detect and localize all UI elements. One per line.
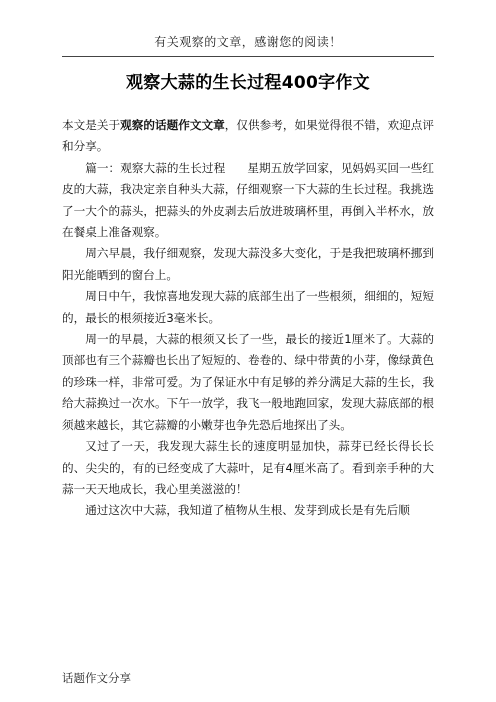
document-body: [62, 115, 434, 522]
body-paragraph-5: 通过这次中大蒜，我知道了植物从生根、发芽到成长是有先后顺: [85, 503, 410, 518]
body-paragraph-3: 周一的早晨，大蒜的根须又长了一些，最长的接近1厘米了。大蒜的顶部也有三个蒜瓣也长出了短短的、卷卷的、绿中带黄的小芽，像绿黄色的珍珠一样，非常可爱。为了保证水中有足够的养分满足大蒜的生长，我给大蒜换过一次水。下午一放学，我飞一般地跑回家，发现大蒜底部的根须越来越长，其它蒜瓣的小嫩芽也争先恐后地探出了头。: [62, 332, 434, 432]
intro-paragraph: [62, 115, 434, 158]
body-paragraph-4: 又过了一天，我发现大蒜生长的速度明显加快，蒜芽已经长得长长的、尖尖的，有的已经变成了大蒜叶，足有4厘米高了。看到亲手种的大蒜一天天地成长，我心里美滋滋的！: [62, 439, 434, 496]
article-first-paragraph: [62, 158, 434, 244]
intro-text-before: 本文是关于: [62, 118, 121, 132]
page-footer-text: 话题作文分享: [62, 671, 131, 685]
page-header-text: 有关观察的文章，感谢您的阅读！: [154, 35, 342, 49]
intro-topic-bold: 观察的话题作文文章: [120, 118, 225, 132]
document-title: 观察大蒜的生长过程400字作文: [126, 73, 370, 93]
header-divider: [62, 56, 434, 57]
article-heading: 篇一：观察大蒜的生长过程: [85, 160, 226, 175]
body-paragraph-1: 周六早晨，我仔细观察，发现大蒜没多大变化，于是我把玻璃杯挪到阳光能晒到的窗台上。: [62, 246, 434, 282]
article-first-text: 星期五放学回家，见妈妈买回一些红皮的大蒜，我决定亲自种头大蒜，仔细观察一下大蒜的生长过程。我挑选了一大个的蒜头，把蒜头的外皮剥去后放进玻璃杯里，再倒入半杯水，放在餐桌上准备观察。: [62, 160, 434, 240]
body-paragraph-2: 周日中午，我惊喜地发现大蒜的底部生出了一些根须，细细的，短短的，最长的根须接近3毫米长。: [62, 289, 434, 325]
intro-text-after: ，仅供参考，如果觉得很不错，欢迎点评和分享。: [62, 118, 434, 154]
